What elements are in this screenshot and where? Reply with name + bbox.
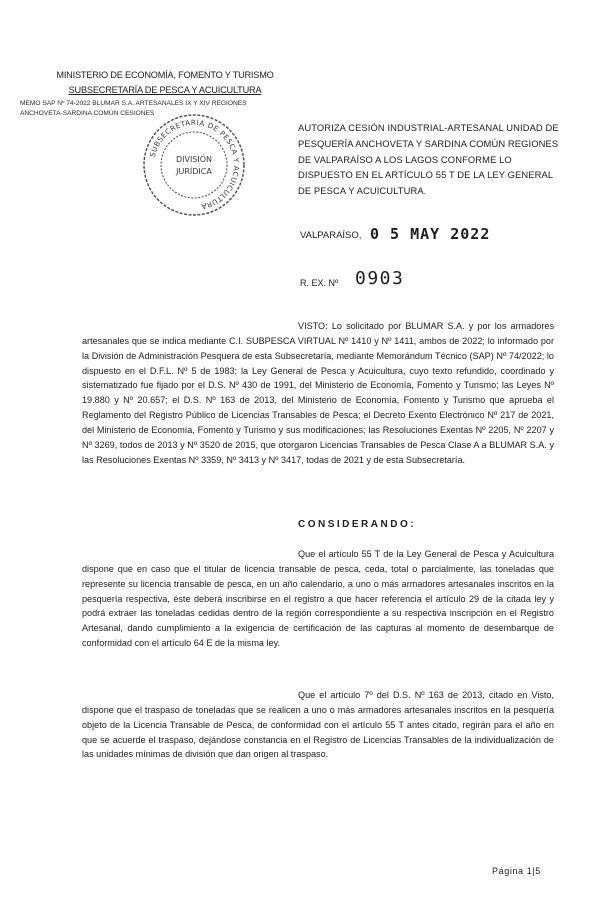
stamp-ring-text: SUBSECRETARÍA DE PESCA Y ACUICULTURA bbox=[147, 117, 242, 212]
stamp-seal-icon bbox=[140, 111, 248, 219]
considerando-paragraph-2: Que el artículo 7º del D.S. Nº 163 de 2013, citado en Visto, dispone que el traspaso de toneladas que se realicen a uno o más armadores artesanales inscritos en la pesquería objeto de la Licencia Transable de Pesca, de conformidad con el artículo 55 T antes citado, regirán para el año en que se acuerde el traspaso, dejándose constancia en el Registro de Licencias Transables de la individualización de las unidades mínimas de división que dan origen al traspaso. bbox=[82, 690, 554, 760]
date-stamp: 0 5 MAY 2022 bbox=[370, 225, 491, 243]
visto-label: VISTO: bbox=[298, 321, 328, 331]
place-label: VALPARAÍSO, bbox=[300, 230, 362, 241]
resolution-title: AUTORIZA CESIÓN INDUSTRIAL-ARTESANAL UNIDAD DE PESQUERÍA ANCHOVETA Y SARDINA COMÚN REGIONES DE VALPARAÍSO A LOS LAGOS CONFORME LO DISPUESTO EN EL ARTÍCULO 55 T DE LA LEY GENERAL DE PESCA Y ACUICULTURA. bbox=[298, 122, 559, 197]
considerando-heading: CONSIDERANDO: bbox=[298, 519, 417, 530]
visto-paragraph bbox=[82, 319, 554, 467]
resolution-number: 0903 bbox=[355, 268, 405, 289]
resolution-number-label: R. EX. Nº bbox=[300, 278, 339, 288]
page-number: Página 1|5 bbox=[492, 866, 541, 876]
memo-reference-subject: ANCHOVETA-SARDINA COMÚN CESIONES bbox=[20, 110, 155, 117]
ministry-heading: MINISTERIO DE ECONOMÍA, FOMENTO Y TURISMO bbox=[56, 70, 274, 80]
subsecretaria-heading: SUBSECRETARÍA DE PESCA Y ACUICULTURA bbox=[68, 85, 262, 95]
stamp-line-division: DIVISIÓN bbox=[175, 155, 213, 164]
juridica-stamp bbox=[140, 111, 248, 219]
stamp-line-juridica: JURÍDICA bbox=[176, 167, 212, 176]
considerando-paragraph-1: Que el artículo 55 T de la Ley General de Pesca y Acuicultura dispone que en caso que el titular de licencia transable de pesca, ceda, total o parcialmente, las toneladas que represente su licencia transable de pesca, en un año calendario, a uno o más armadores artesanales inscritos en la pesquería respectiva, éste deberá inscribirse en el registro a que hacer referencia el artículo 29 de la citada ley y podrá extraer las toneladas cedidas dentro de la región correspondiente a su respectiva inscripción en el Registro Artesanal, dando cumplimiento a la exigencia de certificación de las capturas al momento de desembarque de conformidad con el artículo 64 E de la misma ley. bbox=[82, 549, 554, 649]
visto-text: Lo solicitado por BLUMAR S.A. y por los armadores artesanales que se indica mediante C.I. SUBPESCA VIRTUAL Nº 1410 y Nº 1411, ambos de 2022; lo informado por la División de Administración Pesquera de esta Subsecretaría, mediante Memorándum Técnico (SAP) Nº 74/2022; lo dispuesto en el D.F.L. Nº 5 de 1983; la Ley General de Pesca y Acuicultura, cuyo texto refundido, coordinado y sistematizado fue fijado por el D.S. Nº 430 de 1991, del Ministerio de Economía, Fomento y Turismo; las Leyes Nº 19.880 y Nº 20.657; el D.S. Nº 163 de 2013, del Ministerio de Economía, Fomento y Turismo que aprueba el Reglamento del Registro Público de Licencias Transables de Pesca; el Decreto Exento Electrónico Nº 217 de 2021, del Ministerio de Economía, Fomento y Turismo y sus modificaciones; las Resoluciones Exentas Nº 2205, Nº 2207 y Nº 3269, todos de 2013 y Nº 3520 de 2015, que otorgaron Licencias Transables de Pesca Clase A a BLUMAR S.A. y las Resoluciones Exentas Nº 3359, Nº 3413 y Nº 3417, todas de 2021 y de esta Subsecretaría. bbox=[82, 321, 555, 465]
memo-reference: MEMO SAP Nº 74-2022 BLUMAR S.A. ARTESANALES IX Y XIV REGIONES bbox=[20, 100, 247, 107]
